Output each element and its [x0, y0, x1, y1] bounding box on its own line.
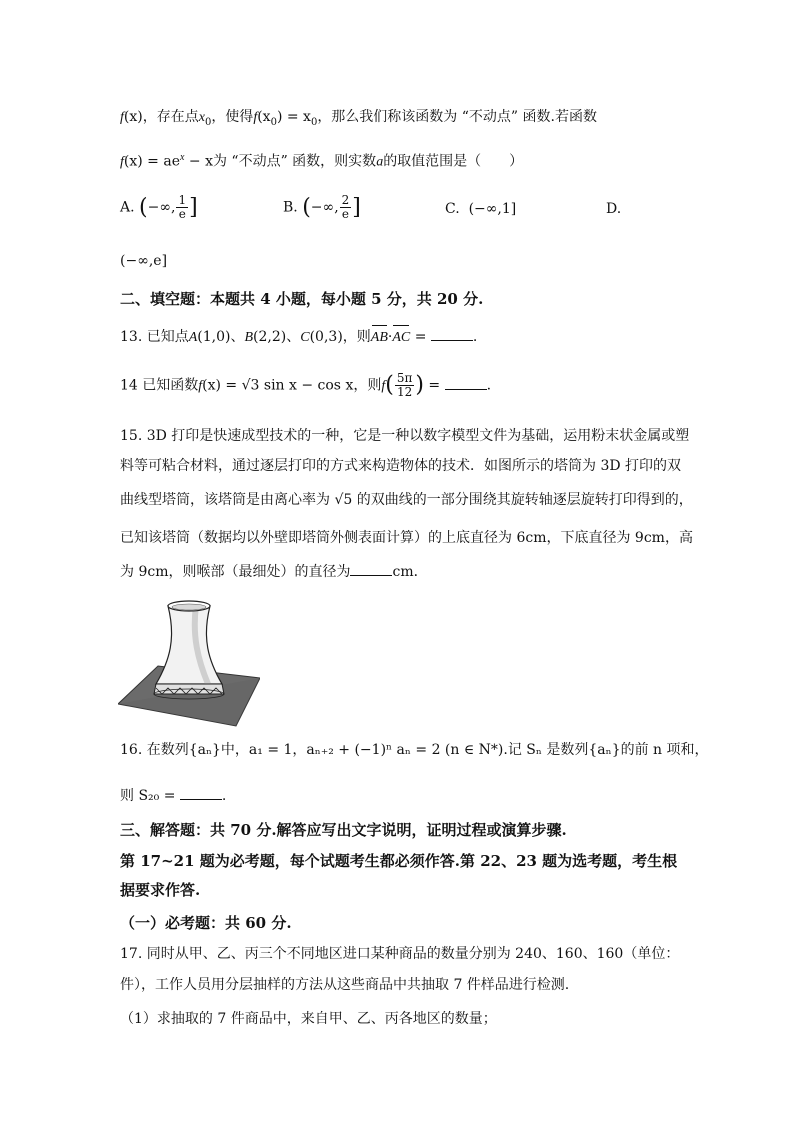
fraction-b: $\frac{2}{e}$ — [341, 193, 350, 221]
answer-blank — [445, 375, 487, 390]
problem16-line2: 则 S₂₀ = . — [120, 785, 700, 806]
tower-illustration — [118, 598, 260, 732]
problem17-line2: 件），工作人员用分层抽样的方法从这些商品中共抽取 7 件样品进行检测. — [120, 977, 570, 993]
problem16-line1: 16. 在数列{aₙ}中，a₁ = 1，aₙ₊₂ + (−1)ⁿ aₙ = 2 (n ∈ N*).记 Sₙ 是数列{aₙ}的前 n 项和， — [120, 742, 709, 758]
option-a: A. (−∞, $\frac{1}{e}$ ] — [120, 193, 198, 221]
problem15-line4: 已知该塔筒（数据均以外壁即塔筒外侧表面计算）的上底直径为 6cm，下底直径为 9cm，高 — [120, 530, 693, 546]
problem15-line2: 料等可粘合材料，通过逐层打印的方式来构造物体的技术．如图所示的塔筒为 3D 打印的双 — [120, 458, 682, 474]
problem15-line1: 15. 3D 打印是快速成型技术的一种，它是一种以数字模型文件为基础，运用粉末状金属或塑 — [120, 428, 690, 444]
option-d-value: (−∞,e] — [120, 253, 168, 269]
vector-ab: AB — [371, 328, 388, 348]
problem13: 13. 已知点A(1,0)、B(2,2)、C(0,3)，则AB·AC = . — [120, 326, 700, 348]
fraction-14: $\frac{5\pi}{12}$ — [396, 371, 413, 399]
option-c: C. (−∞,1] — [445, 201, 517, 217]
vector-ac: AC — [392, 328, 410, 348]
answer-blank — [431, 326, 473, 341]
answer-blank — [350, 561, 392, 576]
problem17-part1: （1）求抽取的 7 件商品中，来自甲、乙、丙各地区的数量； — [120, 1011, 497, 1027]
problem14: 14 已知函数f(x) = √3 sin x − cos x，则f( $\frac{5\pi}{12}$ ) = . — [120, 371, 492, 399]
problem17-line1: 17. 同时从甲、乙、丙三个不同地区进口某种商品的数量分别为 240、160、160（单位： — [120, 946, 680, 962]
fraction-a: $\frac{1}{e}$ — [178, 193, 187, 221]
section3-instruction-cont: 据要求作答. — [120, 881, 201, 899]
problem15-line5: 为 9cm，则喉部（最细处）的直径为 cm． — [120, 561, 700, 582]
section3-heading: 三、解答题：共 70 分.解答应写出文字说明，证明过程或演算步骤. — [120, 821, 567, 839]
section3-subheading: （一）必考题：共 60 分. — [120, 914, 292, 932]
option-d-label: D. — [606, 201, 622, 217]
problem12-line1: f(x)，存在点$x_0$，使得$f(x_0) = x_0$，那么我们称该函数为 “不动点” 函数.若函数 — [120, 109, 597, 128]
section2-heading: 二、填空题：本题共 4 小题，每小题 5 分，共 20 分. — [120, 290, 484, 308]
option-b: B. (−∞, $\frac{2}{e}$ ] — [283, 193, 361, 221]
problem12-line2: $f(x) = ae^x - x$为 “不动点” 函数，则实数a的取值范围是（ ） — [120, 152, 524, 170]
problem15-line3: 曲线型塔筒，该塔筒是由离心率为 √5 的双曲线的一部分围绕其旋转轴逐层旋转打印得到的， — [120, 492, 693, 508]
section3-instruction: 第 17~21 题为必考题，每个试题考生都必须作答.第 22、23 题为选考题，考生根 — [120, 852, 678, 870]
answer-blank — [180, 785, 222, 800]
